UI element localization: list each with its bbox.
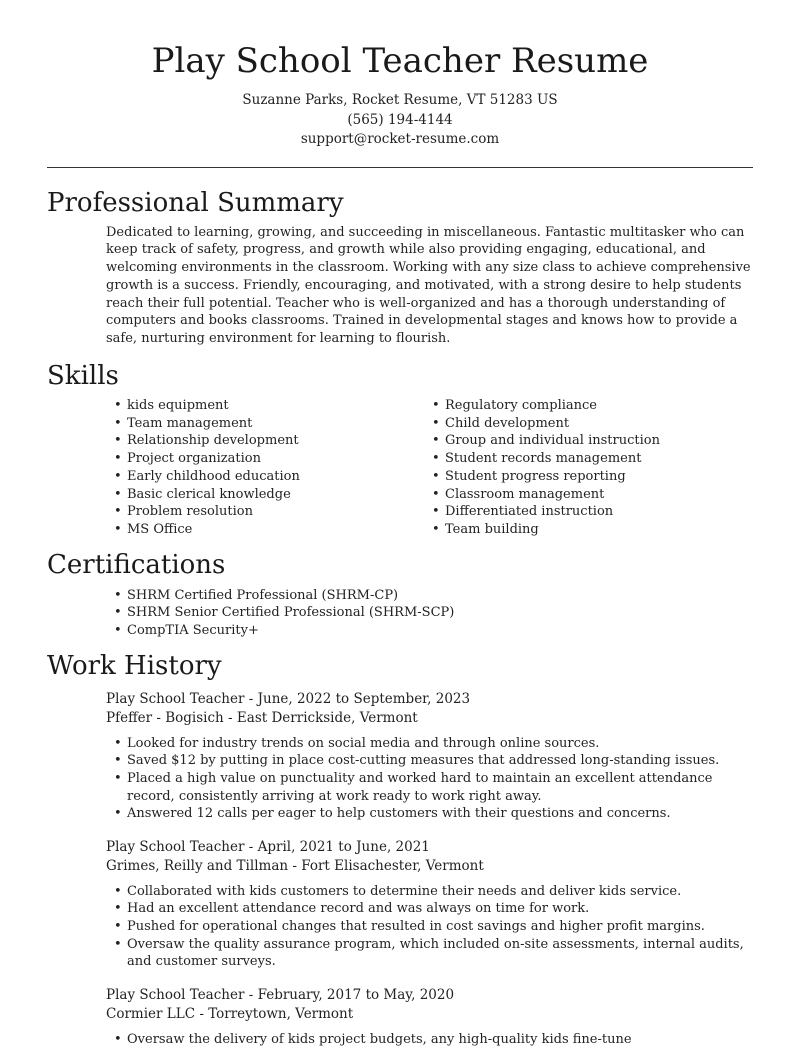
skill-item: • Early childhood education — [106, 468, 424, 486]
job-entry — [106, 986, 753, 1048]
job-bullet: • Oversaw the quality assurance program, which included on-site assessments, internal audits, and customer surveys. — [106, 936, 753, 971]
skill-item: • MS Office — [106, 521, 424, 539]
work-history-section — [47, 650, 753, 1048]
skill-item: • Relationship development — [106, 432, 424, 450]
job-bullets — [106, 883, 753, 971]
summary-section — [47, 187, 753, 349]
skill-item: • Team management — [106, 415, 424, 433]
job-location: East Derrickside, Vermont — [236, 710, 418, 727]
job-title-line — [106, 690, 753, 710]
job-bullet: • Had an excellent attendance record and was always on time for work. — [106, 900, 753, 918]
job-location: Fort Elisachester, Vermont — [301, 858, 484, 875]
job-separator: - — [288, 858, 302, 875]
job-title-line — [106, 986, 753, 1006]
job-title-line — [106, 838, 753, 858]
certification-item: • SHRM Senior Certified Professional (SHRM-SCP) — [106, 604, 753, 622]
certification-item: • SHRM Certified Professional (SHRM-CP) — [106, 587, 753, 605]
job-bullet: • Saved $12 by putting in place cost-cutting measures that addressed long-standing issues. — [106, 752, 753, 770]
job-separator: - — [195, 1006, 209, 1023]
skills-list-right — [424, 397, 742, 539]
skill-item: • Differentiated instruction — [424, 503, 742, 521]
job-bullet: • Placed a high value on punctuality and worked hard to maintain an excellent attendance record, consistently arriving at work ready to work right away. — [106, 770, 753, 805]
job-bullet: • Answered 12 calls per eager to help customers with their questions and concerns. — [106, 805, 753, 823]
resume-header — [47, 0, 753, 150]
work-history-heading: Work History — [47, 650, 222, 681]
job-bullet: • Oversaw the delivery of kids project budgets, any high-quality kids fine-tune — [106, 1031, 753, 1048]
skill-item: • Project organization — [106, 450, 424, 468]
certifications-list — [106, 587, 753, 640]
skill-item: • Problem resolution — [106, 503, 424, 521]
job-company-line — [106, 1005, 753, 1025]
header-divider — [47, 167, 753, 168]
certifications-heading: Certifications — [47, 549, 226, 580]
skill-item: • Classroom management — [424, 486, 742, 504]
job-title: Play School Teacher — [106, 838, 245, 855]
job-company: Cormier LLC — [106, 1006, 196, 1023]
skills-heading: Skills — [47, 361, 119, 392]
skill-item: • Child development — [424, 415, 742, 433]
skills-section — [47, 360, 753, 539]
job-bullet: • Collaborated with kids customers to determine their needs and deliver kids service. — [106, 883, 753, 901]
skill-item: • Team building — [424, 521, 742, 539]
certifications-section — [47, 549, 753, 640]
jobs-container — [47, 690, 753, 1048]
resume-title: Play School Teacher Resume — [151, 41, 649, 81]
summary-text: Dedicated to learning, growing, and succeeding in miscellaneous. Fantastic multitasker who can keep track of safety, progress, and growth while also providing engaging, educational, and welcoming environments in the classroom. Working with any size class to achieve comprehensive growth is a success. Friendly, encouraging, and motivated, with a strong desire to help students reach their full potential. Teacher who is well-organized and has a thorough understanding of computers and books classrooms. Trained in developmental stages and knows how to provide a safe, nurturing environment for learning to flourish. — [106, 224, 751, 347]
job-separator: - — [244, 690, 258, 707]
job-title: Play School Teacher — [106, 986, 245, 1003]
skill-item: • Student progress reporting — [424, 468, 742, 486]
job-bullets — [106, 1031, 753, 1048]
summary-heading: Professional Summary — [47, 187, 344, 218]
skill-item: • kids equipment — [106, 397, 424, 415]
job-company-line — [106, 857, 753, 877]
skill-item: • Student records management — [424, 450, 742, 468]
contact-email: support@rocket-resume.com — [300, 131, 500, 147]
skills-list-left — [106, 397, 424, 539]
job-separator: - — [244, 838, 258, 855]
job-entry — [106, 690, 753, 823]
job-location: Torreytown, Vermont — [208, 1006, 354, 1023]
job-dates: April, 2021 to June, 2021 — [257, 838, 430, 855]
job-bullet: • Looked for industry trends on social media and through online sources. — [106, 735, 753, 753]
job-dates: February, 2017 to May, 2020 — [257, 986, 455, 1003]
certification-item: • CompTIA Security+ — [106, 622, 753, 640]
job-bullet: • Pushed for operational changes that resulted in cost savings and higher profit margins. — [106, 918, 753, 936]
job-separator: - — [244, 986, 258, 1003]
contact-address: Suzanne Parks, Rocket Resume, VT 51283 US — [242, 92, 558, 108]
skills-columns — [106, 397, 753, 539]
job-company: Grimes, Reilly and Tillman — [106, 858, 289, 875]
contact-phone: (565) 194-4144 — [347, 111, 453, 128]
job-company: Pfeffer - Bogisich — [106, 710, 224, 727]
skill-item: • Basic clerical knowledge — [106, 486, 424, 504]
job-separator: - — [223, 710, 237, 727]
job-company-line — [106, 709, 753, 729]
job-dates: June, 2022 to September, 2023 — [257, 690, 471, 707]
job-bullets — [106, 735, 753, 823]
job-title: Play School Teacher — [106, 690, 245, 707]
job-entry — [106, 838, 753, 971]
skill-item: • Regulatory compliance — [424, 397, 742, 415]
skill-item: • Group and individual instruction — [424, 432, 742, 450]
